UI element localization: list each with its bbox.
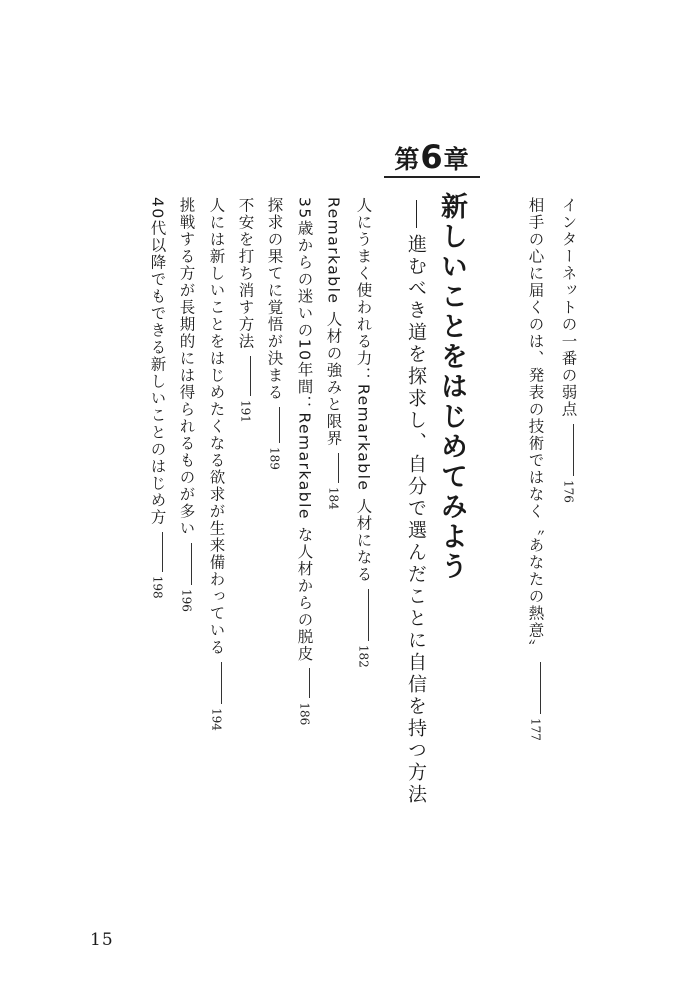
leader-line xyxy=(191,543,192,585)
leader-line xyxy=(162,532,163,572)
toc-entry xyxy=(325,197,341,510)
leader-line xyxy=(309,668,310,698)
toc-entry xyxy=(178,197,194,612)
toc-entry xyxy=(296,197,312,725)
leader-line xyxy=(250,356,251,396)
toc-entry-title: 35歳からの迷いの10年間：Remarkable な人材からの脱皮 xyxy=(295,197,314,663)
toc-entry-page: 194 xyxy=(209,708,224,731)
leader-line xyxy=(279,407,280,443)
chapter-subtitle-text: 進むべき道を探求し、自分で選んだことに自信を持つ方法 xyxy=(405,234,427,806)
toc-entry-title: 挑戦する方が長期的には得られるものが多い xyxy=(177,197,196,537)
toc-entry-title: インターネットの一番の弱点 xyxy=(559,197,578,418)
chapter-subtitle xyxy=(403,200,430,806)
toc-entry-page: 196 xyxy=(179,589,194,612)
toc-entry xyxy=(237,197,253,423)
toc-entry-title: 人にうまく使われる力：Remarkable 人材になる xyxy=(354,197,373,583)
toc-entry-title: 探求の果てに覚悟が決まる xyxy=(265,197,284,401)
leader-line xyxy=(573,424,574,476)
toc-entry xyxy=(527,197,543,741)
subtitle-dash xyxy=(416,200,417,228)
toc-entry xyxy=(149,197,165,599)
toc-entry-page: 198 xyxy=(150,575,165,599)
leader-line xyxy=(368,589,369,641)
toc-entry-page: 182 xyxy=(356,644,371,668)
toc-entry xyxy=(266,197,282,470)
chapter-label-suffix: 章 xyxy=(443,145,470,174)
toc-entry-page: 186 xyxy=(297,702,312,726)
page-number: 15 xyxy=(90,930,114,950)
toc-entry xyxy=(208,197,224,731)
toc-entry-page: 189 xyxy=(267,447,282,470)
toc-entry-title: 不安を打ち消す方法 xyxy=(236,197,255,350)
toc-entry-page: 176 xyxy=(561,480,576,503)
chapter-title: 新しいことをはじめてみよう xyxy=(436,192,467,582)
leader-line xyxy=(338,453,339,483)
toc-entry-title: 40代以降でもできる新しいことのはじめ方 xyxy=(148,197,167,526)
toc-entry-title: 相手の心に届くのは、発表の技術ではなく〝あなたの熱意〟 xyxy=(526,197,545,656)
toc-entry xyxy=(560,197,576,503)
chapter-label xyxy=(384,140,480,178)
toc-entry-title: Remarkable 人材の強みと限界 xyxy=(324,197,343,447)
toc-entry-title: 人には新しいことをはじめたくなる欲求が生来備わっている xyxy=(207,197,226,656)
toc-entry-page: 191 xyxy=(238,400,253,423)
leader-line xyxy=(221,662,222,704)
leader-line xyxy=(540,662,541,714)
toc-entry-page: 177 xyxy=(528,718,543,741)
chapter-label-prefix: 第 xyxy=(394,145,421,174)
chapter-number: 6 xyxy=(420,138,444,176)
toc-entry xyxy=(355,197,371,668)
toc-entry-page: 184 xyxy=(326,486,341,510)
